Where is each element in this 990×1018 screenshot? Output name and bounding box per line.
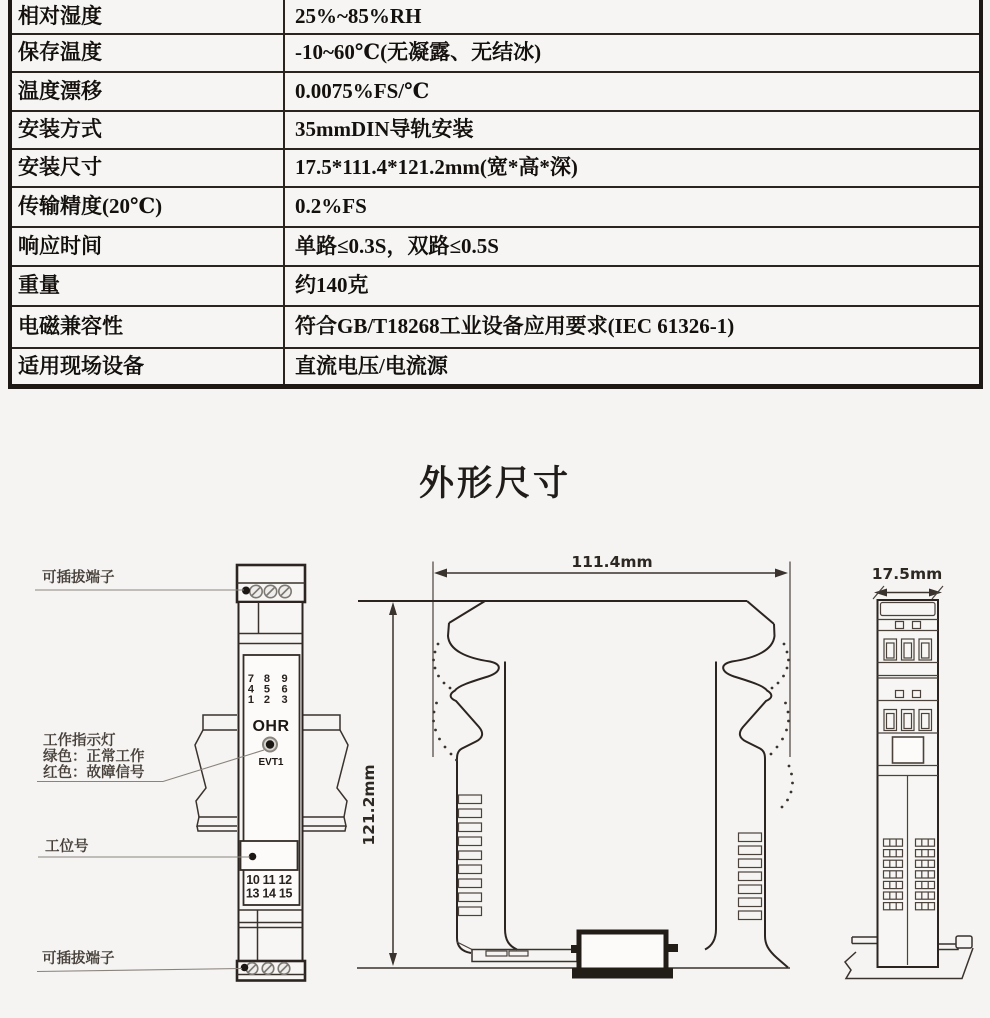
spec-value: 0.0075%FS/℃ xyxy=(284,72,981,111)
left-flank-profile xyxy=(448,623,499,953)
svg-text:13 14 15: 13 14 15 xyxy=(245,886,293,901)
spec-value: 符合GB/T18268工业设备应用要求(IEC 61326-1) xyxy=(284,306,981,348)
terminal-numbers-top xyxy=(248,673,288,706)
spec-label: 安装尺寸 xyxy=(10,149,284,187)
right-flank-profile xyxy=(723,624,788,968)
svg-text:4 5 6: 4 5 6 xyxy=(247,683,288,696)
table-row xyxy=(10,266,981,306)
cover-swing-dots xyxy=(432,643,794,809)
table-row xyxy=(10,227,981,266)
spec-value: 0.2%FS xyxy=(284,187,981,227)
terminal-numbers-bottom xyxy=(246,873,293,901)
spec-value: 单路≤0.3S，双路≤0.5S xyxy=(284,227,981,266)
table-row xyxy=(10,187,981,227)
svg-text:7 8 9: 7 8 9 xyxy=(247,673,288,685)
table-row xyxy=(10,34,981,72)
led-label: EVT1 xyxy=(258,757,284,768)
depth-dimension xyxy=(872,565,943,599)
spec-label: 响应时间 xyxy=(10,227,284,266)
spec-label: 电磁兼容性 xyxy=(10,306,284,348)
label-top-terminal: 可插拔端子 xyxy=(42,570,115,586)
spec-label: 保存温度 xyxy=(10,34,284,72)
status-led-icon xyxy=(263,738,277,752)
spec-label: 适用现场设备 xyxy=(10,348,284,386)
brand-logo: OHR xyxy=(252,718,290,735)
dimensions-diagram xyxy=(0,530,990,1018)
label-indicator-green: 绿色：正常工作 xyxy=(43,749,145,765)
label-station-number: 工位号 xyxy=(45,839,89,855)
width-dimension xyxy=(433,553,790,757)
spec-value: -10~60℃(无凝露、无结冰) xyxy=(284,34,981,72)
spec-label: 传输精度(20℃) xyxy=(10,187,284,227)
spec-label: 温度漂移 xyxy=(10,72,284,111)
svg-text:10 11 12: 10 11 12 xyxy=(246,873,292,887)
spec-value: 25%~85%RH xyxy=(284,0,981,34)
spec-label: 重量 xyxy=(10,266,284,306)
spec-label: 相对湿度 xyxy=(10,0,284,34)
width-dimension-label: 111.4mm xyxy=(571,553,653,571)
height-dimension xyxy=(360,602,397,966)
height-dimension-label: 121.2mm xyxy=(360,764,378,846)
section-title: 外形尺寸 xyxy=(418,464,571,503)
table-row xyxy=(10,72,981,111)
label-indicator-red: 红色：故障信号 xyxy=(43,765,145,781)
table-row xyxy=(10,306,981,348)
spec-label: 安装方式 xyxy=(10,111,284,149)
end-view xyxy=(845,565,973,979)
table-row xyxy=(10,348,981,386)
spec-value: 直流电压/电流源 xyxy=(284,348,981,386)
svg-text:1 2 3: 1 2 3 xyxy=(247,694,288,706)
bottom-terminal-block xyxy=(237,961,305,981)
front-view xyxy=(35,565,348,981)
table-row xyxy=(10,149,981,187)
spec-value: 约140克 xyxy=(284,266,981,306)
label-bottom-terminal: 可插拔端子 xyxy=(42,951,115,967)
vent-slots-left xyxy=(459,795,482,916)
spec-value: 17.5*111.4*121.2mm(宽*高*深) xyxy=(284,149,981,187)
label-indicator-title: 工作指示灯 xyxy=(43,733,116,749)
leader-anchor-dot xyxy=(241,964,249,972)
din-clip xyxy=(457,932,678,979)
depth-dimension-label: 17.5mm xyxy=(871,565,943,583)
top-terminal-block xyxy=(237,565,305,602)
table-row xyxy=(10,0,981,34)
table-row xyxy=(10,111,981,149)
spec-table xyxy=(8,0,983,389)
end-station-box xyxy=(893,737,924,763)
side-view xyxy=(357,553,794,979)
spec-value: 35mmDIN导轨安装 xyxy=(284,111,981,149)
vent-slots-right xyxy=(739,833,762,920)
